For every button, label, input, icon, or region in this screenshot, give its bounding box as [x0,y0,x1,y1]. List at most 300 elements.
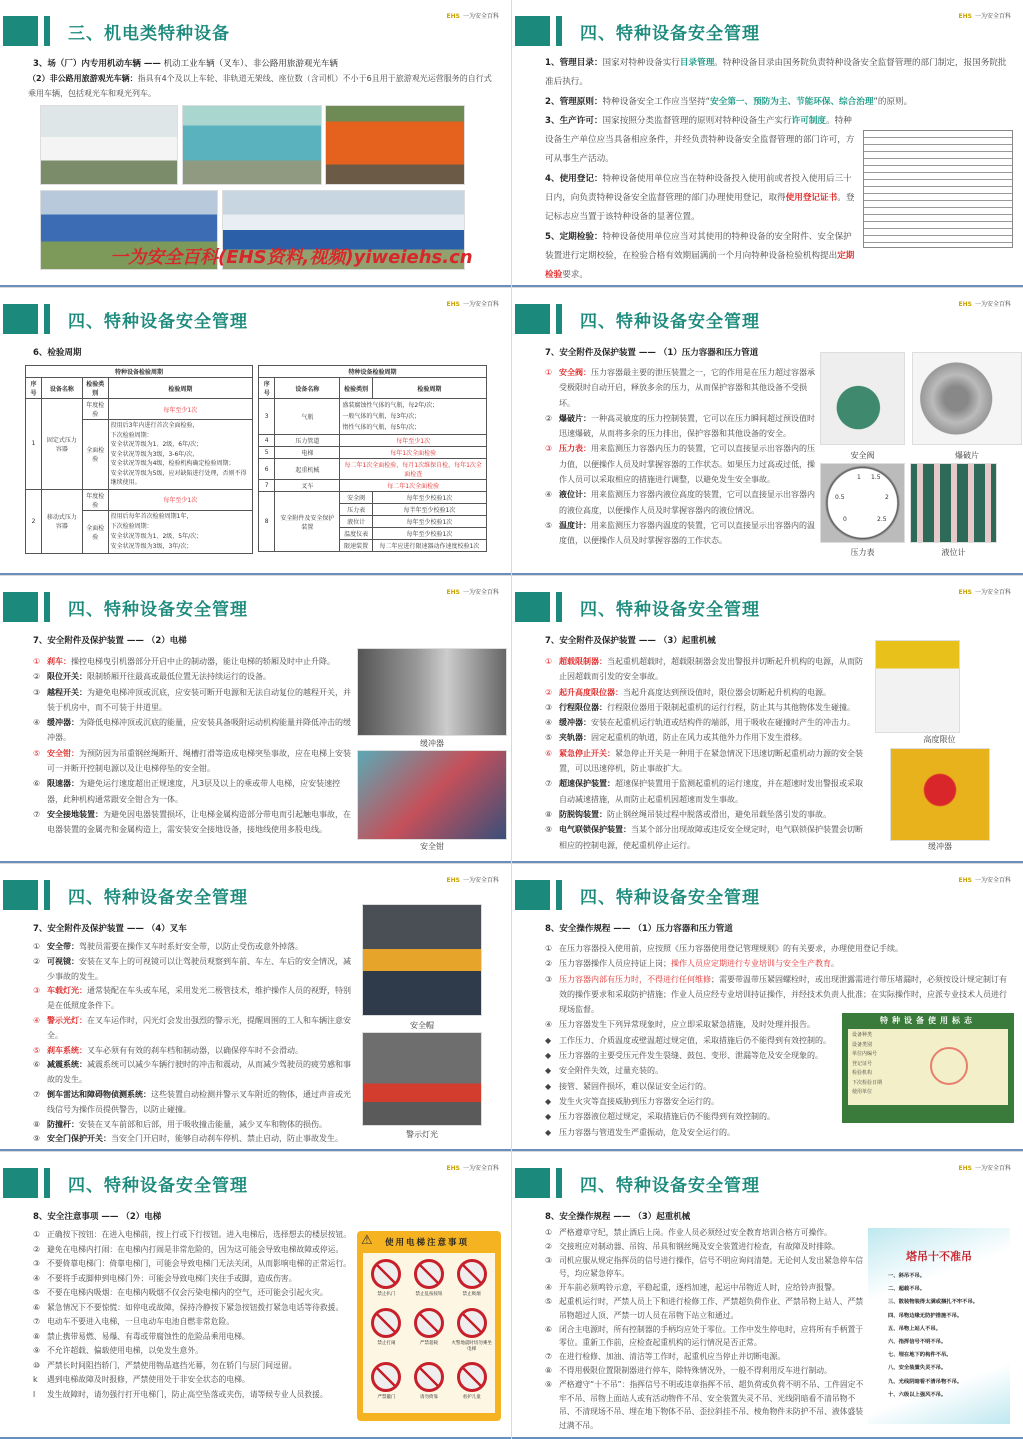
subtitle: 8、安全操作规程 —— （1）压力容器和压力管道 [545,924,733,934]
item-text: 通常装配在车头或车尾，采用发光二极管技术，维护操作人员的视野，特别是在低照度条件下。 [47,986,351,1011]
item-label: 行程限位器： [559,702,607,712]
item-number: ⑦ [545,1352,552,1362]
item-number: ③ [545,702,553,712]
management-item [545,93,1013,112]
item-number: ① [545,1228,552,1237]
item-text: 使用登记证书 [785,193,838,204]
sightseeing-car-white-image [40,105,178,185]
item-number: ① [545,368,553,377]
slide-title: 四、特种设备安全管理 [580,1176,760,1196]
item-text: 4、使用登记： [545,173,603,184]
device-item [545,700,870,715]
item-number: ⑥ [33,1060,41,1070]
management-list [545,54,1013,286]
item-text: 不要将手或脚伸到电梯门外：可能会导致电梯门夹住手或脚，造成伤害。 [47,1273,297,1283]
item-label: 电气联锁保护装置： [559,825,631,835]
sign-label: 严禁超载 [419,1340,438,1346]
procedure-item [545,1254,865,1282]
prohibition-sign-icon [365,1306,408,1361]
procedure-item [545,1094,1010,1109]
item-number: ⑧ [33,1331,40,1341]
certificate-field: 设备类别 [852,1041,873,1048]
item-text: 压力容器最主要的泄压装置之一，它的作用是在压力超过容器承受极限时自动开启，释放多余的压力，从而保护容器和其他设备不受损坏。 [559,368,815,408]
caption: 警示灯光 [406,1130,438,1139]
item-number: ③ [545,1255,552,1265]
procedure-item [545,1364,865,1378]
prohibition-sign-icon [450,1360,493,1409]
item-label: 刹车系统： [47,1045,87,1055]
logo: EHS 一为安全百科 [958,301,1011,308]
item-text: 许可制度 [791,115,827,126]
sign-label: 严禁撬门 [377,1395,396,1401]
header-bar [556,592,562,622]
slide-title: 四、特种设备安全管理 [68,1176,248,1196]
item-text: 不要倚靠电梯门：倚靠电梯门，可能会导致电梯门无法关闭，从而影响电梯的正常运行。 [47,1259,352,1268]
item-number: ◆ [545,1051,552,1061]
poster-rule: 八、安全装置失灵不吊。 [888,1365,947,1372]
precaution-item [33,1228,353,1243]
logo: EHS 一为安全百科 [446,1165,499,1172]
item-number: ⑨ [33,1346,40,1355]
subtitle: 7、安全附件及保护装置 —— （1）压力容器和压力管道 [545,348,759,358]
slide-2 [512,0,1023,287]
item-label: 液位计： [559,490,591,500]
device-item [545,654,870,685]
tower-crane-poster: 塔吊十不准吊 一、斜吊不吊。 二、超载不吊。 三、散装物装得太满或捆扎不牢不吊。 四、吊物边缘无防护措施不吊。 五、吊物上站人不吊。 六、指挥信号不明不吊。 七、埋在地下的构件不吊。 八、安全装置失灵不吊。 九、光线阴暗看不清吊物不吊。 十、六级以上强风不吊。 [868,1228,1010,1424]
item-text: 固定起重机的轨道，防止在风力或其他外力作用下发生滑移。 [591,733,807,743]
device-item [545,365,817,411]
procedure-item [545,1350,865,1364]
prohibition-sign-icon [365,1257,408,1306]
device-item [545,411,817,442]
item-number: ⑤ [545,733,553,743]
procedure-item [545,941,1010,956]
item-label: 安全钳： [47,748,79,758]
slide-title: 三、机电类特种设备 [68,24,230,44]
item-text: 为避免运行速度超出正规速度，凡3层及以上的乘或带人电梯，应安装速控器，此种机构通常跟安全钳合为一体。 [47,779,341,804]
table-line: 盛装腐蚀性气体的气瓶，每2年/次； [342,402,439,409]
safety-helmet-image [362,904,482,1016]
poster-rule: 九、光线阴暗看不清吊物不吊。 [888,1378,963,1385]
poster-rule: 七、埋在地下的构件不吊。 [888,1352,952,1359]
item-text: 用来监测压力容器内压力的装置，它可以直接显示出容器内的压力值，以便操作人员及时掌握容器的工作状态。如果压力过高或过低，操作人员可以采取相应的措施进行调整，以避免发生安全事故。 [559,444,815,485]
item-text: 不要在电梯内吸烟：在电梯内吸烟不仅会污染电梯内的空气，还可能会引起火灾。 [47,1288,328,1297]
header-bar [556,16,562,46]
item-text: 特种设备使用单位应当在特种设备投入使用前或者投入使用后三十日内，向负责特种设备安全监督管理的部门办理使用登记，取得 [545,173,852,204]
crane-buffer-image [890,748,990,841]
item-text: 闭合主电源时，所有控制器的手柄均应处于零位。工作中发生停电时，应将所有手柄置于零位。重新工作前，应检查起重机构的运行情况是否正常。 [559,1324,864,1348]
item-text: 在压力容器投入使用前，应按照《压力容器使用登记管理规则》的有关要求，办理使用登记手续。 [559,944,903,953]
poster-rule: 二、超载不吊。 [888,1286,926,1293]
slide-title: 四、特种设备安全管理 [580,600,760,620]
item-text: 紧急情况下不要惊慌：如停电或故障，保持冷静按下紧急按钮拨打紧急电话等待救援。 [47,1302,344,1312]
item-text: 压力容器与管道发生严重振动，危及安全运行的。 [559,1127,735,1137]
prohibition-sign-icon [450,1257,493,1306]
logo: EHS 一为安全百科 [446,589,499,596]
device-item [33,807,351,838]
item-number: ① [545,657,553,666]
header-bar [44,592,50,622]
procedure-item [545,956,1010,971]
item-text: 超速保护装置用于监测起重机的运行速度，并在超速时发出警报或采取自动减速措施，从而防止起重机因超速而发生事故。 [559,779,863,804]
header-block [3,16,38,46]
logo: EHS 一为安全百科 [958,877,1011,884]
table-line: 投用后3年内进行首次全面检验， [110,422,199,429]
item-text: 用来监测压力容器内温度的装置，它可以直接显示出容器内的温度值，以便操作人员及时掌握容器的工作状态。 [559,520,815,546]
item-label: 车载灯光： [47,986,87,996]
elevator-safety-sign: ⚠ 使用电梯注意事项 禁止扒门 禁止乱按按钮 禁止吸烟 禁止打闹 严禁超载 火警地震时切勿乘坐电梯 严禁撬门 请勿倚靠 看护儿童 [357,1231,501,1421]
item-number: ④ [545,490,553,500]
caption: 缓冲器 [928,842,952,851]
item-text: 一种高灵敏度的压力控制装置，它可以在压力瞬间超过预设值时迅速爆破，从而将多余的压力排出，保护容器和其他设备的安全。 [559,413,815,439]
item-text: 定期检验 [545,250,855,281]
item-number: ⑦ [545,779,553,789]
item-number: ③ [545,974,553,984]
device-item [33,685,351,716]
item-label: 夹轨器： [559,733,591,743]
table-line: 安全状况等级为3级，3-6年/次， [110,450,199,458]
item-number: ◆ [545,1035,552,1045]
precaution-item [33,1301,353,1316]
item-text: 遇到电梯故障及时报修，严禁使用处于非安全状态的电梯。 [47,1375,250,1384]
item-text: 压力容器发生下列异常现象时，应立即采取紧急措施，及时处理并报告。 [559,1020,815,1030]
item-text: 不得用极限位置限制器进行停车，除特殊情况外，一般不得利用反车进行制动。 [559,1365,832,1375]
item-label: 限速器： [47,779,79,789]
table-line: 一般气体的气瓶，每3年/次； [342,413,421,420]
item-label: 安全阀： [559,368,591,377]
certificate-field: 单位内编号 [852,1051,878,1057]
item-number: ⑤ [33,1045,41,1055]
device-item [33,1118,358,1133]
device-item [33,1132,358,1147]
item-number: ◆ [545,1127,552,1137]
device-item [33,669,351,684]
item-text: 司机应服从规定指挥员的信号进行操作，信号不明应询问清楚。无论何人发出紧急停车信号，均应紧急停车。 [559,1255,864,1279]
item-text: 交接班应对制动器、吊钩、吊具和钢丝绳及安全装置进行检查，有故障及时排除。 [559,1241,840,1251]
subtitle: 6、检验周期 [33,348,82,358]
header-bar [44,1168,50,1198]
procedure-item [545,1079,1010,1094]
item-text: 在进行检修、加油、清洁等工作时，起重机应当停止并切断电源。 [559,1352,786,1362]
item-text: 为避免电梯冲顶或沉底，应安装可断开电源和无法自动复位的越程开关，并装于机房中，而不可装于井道里。 [47,687,351,712]
item-text: 这些装置自动检测并警示叉车附近的物体，通过声音或光线信号为操作员提供警告，以防止碰撞。 [47,1089,351,1114]
item-number: ② [33,1244,40,1254]
rupture-disc-image [912,352,1022,445]
item-text: 安装在叉车上的可视镜可以让驾驶员观察到车前、车左、车后的安全情况，减少事故的发生。 [47,956,351,981]
pressure-gauge-image: 1 1.5 0.5 2 0 2.5 [820,463,905,543]
item-number: ⑨ [33,1134,41,1144]
safety-valve-image [820,352,905,445]
subtitle: 7、安全附件及保护装置 —— （2）电梯 [33,636,187,646]
device-item [545,746,870,777]
management-item [545,54,1013,93]
item-text: 2、管理原则： [545,96,603,107]
item-text: 严格遵守“十不吊”：指挥信号不明或违章指挥不吊、超负荷或负荷不明不吊、工件固定不牢不吊、吊物上面站人或有活动物件不吊、安全装置失灵不吊、光线阴暗看不清吊物不吊、不清现场不吊、埋在地下物体不吊、歪拉斜挂不吊、棱角物件未防护不吊、液体盛装过满不吊。 [559,1379,864,1431]
header-block [515,592,550,622]
item-number: ③ [33,986,41,996]
subtitle: 8、安全注意事项 —— （2）电梯 [33,1212,162,1222]
item-number: ④ [545,718,553,728]
item-label: 刹车： [47,657,71,666]
item-label: 限位开关： [47,672,87,682]
item-text: 当起升高度达到预设值时，限位器会切断起升机构的电源。 [623,687,831,697]
precaution-item [33,1373,353,1388]
table-line: 投用后每年首次检验周期1年， [110,512,193,520]
item-number: ④ [33,1273,40,1283]
certificate-field: 登记证号 [852,1060,873,1067]
item-text: 开车前必须鸣铃示意，平稳起重，逐档加速，起运中吊物近人时，应给铃声报警。 [559,1283,840,1293]
item-number: ⑥ [545,748,553,758]
header-block [3,1168,38,1198]
item-number: ⑤ [33,1288,40,1297]
slide-title: 四、特种设备安全管理 [68,888,248,908]
item-label: 缓冲器： [559,718,591,728]
header-block [3,592,38,622]
device-item [545,518,817,549]
item-number: ⑧ [545,809,553,819]
item-number: ◆ [545,1096,552,1106]
item-number: ② [545,687,553,697]
procedure-item [545,1109,1010,1124]
poster-rule: 十、六级以上强风不吊。 [888,1391,947,1398]
device-item [33,776,351,807]
precaution-item [33,1286,353,1301]
caption: 安全阀 [850,451,875,460]
item-number: ◆ [545,1112,552,1122]
device-item [545,715,870,730]
item-text: 驾驶员需要在操作叉车时系好安全带，以防止受伤或意外掉落。 [79,942,303,951]
item-text: 特种设备安全工作应当坚持“ [602,96,711,107]
procedure-item [545,1125,1010,1140]
table-line: 下次检验周期： [110,431,153,439]
device-item [33,715,351,746]
item-label: 压力表： [559,444,591,454]
caption: 爆破片 [955,451,979,460]
item-text: 紧急停止开关是一种用于在紧急情况下迅速切断起重机动力源的安全装置，可以迅速停机，防止事故扩大。 [559,748,863,774]
header-block [515,1168,550,1198]
item-text: 安全附件失效，过量充装的。 [559,1066,663,1076]
caption: 液位计 [941,548,966,557]
precaution-item [33,1344,353,1359]
poster-rule: 四、吊物边缘无防护措施不吊。 [888,1312,963,1319]
item-number: ② [545,959,553,969]
header-bar [556,304,562,334]
table-line: 安全状况等级为1、2级，6年/次； [110,441,203,448]
item-text: 行程限位器用于限制起重机的运行行程，防止其与其他物体发生碰撞。 [607,702,855,712]
item-text: 。特种设备目录由国务院负责特种设备安全监督管理的部门制定，报国务院批准后执行。 [545,58,1007,88]
header-block [3,304,38,334]
slide-8 [512,864,1023,1151]
caption: 缓冲器 [420,739,444,748]
device-item [545,730,870,745]
item-text: 操控电梯曳引机器部分开启中止的制动器，能让电梯的轿厢及时中止升降。 [71,657,335,666]
poster-rule: 五、吊物上站人不吊。 [888,1325,941,1332]
item-text: 在叉车运作时，闪光灯会发出强烈的警示光，提醒周围的工人和车辆注意安全。 [47,1015,351,1040]
item-number: ⑤ [545,1296,552,1306]
subtitle: 8、安全操作规程 —— （3）起重机械 [545,1212,691,1222]
item-number: ⑤ [545,520,553,530]
prohibition-sign-icon [450,1306,493,1361]
procedure-item [545,1240,865,1254]
item-text: 安装在叉车前部和后部，用于吸收撞击能量，减少叉车和物体的损伤。 [79,1119,327,1129]
precaution-item [33,1388,353,1403]
item-number: ② [545,413,553,423]
prohibition-sign-icon [365,1360,408,1409]
sign-label: 请勿倚靠 [419,1395,438,1401]
item-text: 严禁长时间阻挡轿门，严禁使用物品遮挡光幕，勿在轿门与层门间逗留。 [47,1360,297,1370]
item-number: ⑥ [33,1302,40,1312]
slide-6 [512,576,1023,863]
item-number: ④ [33,1015,41,1025]
slide-title: 四、特种设备安全管理 [580,24,760,44]
table-line: 安全状况等级为3级，3年/次； [110,542,193,550]
item-text: 用来监测压力容器内液位高度的装置，它可以直接显示出容器内的液位高度，以便操作人员及时掌握容器内的液位情况。 [559,490,815,515]
precaution-item [33,1330,353,1345]
watermark: 一为安全百科(EHS资料,视频)yiweiehs.cn [110,247,473,268]
item-label: 倒车雷达和障碍物侦测系统： [47,1089,151,1099]
item-number: ② [545,1241,552,1251]
item-label: 超速保护装置： [559,779,615,789]
item-text: 要求。 [562,270,588,281]
prohibition-sign-icon [408,1306,451,1361]
buffer-image [357,648,507,736]
device-item [33,1088,358,1118]
device-item [33,746,351,777]
slide-title: 四、特种设备安全管理 [68,600,248,620]
caption: 压力表 [850,548,875,557]
logo: EHS 一为安全百科 [446,13,499,20]
slide-10 [512,1152,1023,1439]
item-number: ③ [33,687,41,697]
slide-5 [0,576,511,863]
device-item [33,984,358,1014]
procedure-item [545,1063,1010,1078]
sightseeing-car-orange-image [325,105,465,185]
item-text: 当起重机超载时，超载限制器会发出警报并切断起升机构的电源，从而防止因超载而引发的安全事故。 [559,657,863,682]
item-text: 发生火灾等直接威胁到压力容器安全运行的。 [559,1096,719,1106]
sign-label: 看护儿童 [462,1395,481,1401]
logo: EHS 一为安全百科 [958,1165,1011,1172]
header-block [515,880,550,910]
precaution-item [33,1315,353,1330]
logo: EHS 一为安全百科 [446,877,499,884]
precaution-item [33,1257,353,1272]
item-number: ⑥ [545,1324,552,1334]
device-item [33,654,351,669]
item-number: ④ [33,718,41,728]
item-text: 国家对特种设备实行 [602,58,680,68]
item-number: ⑦ [33,809,41,819]
inspection-table-1: 特种设备检验周期 序号 设备名称 检验类别 检验周期 1 固定式压力容器 年度检验 每年至少1次 全面检验 投用后3年内进行首次全面检验， 下次检验周期： 安全状况等级为1、2级，6年/次； 安全状况等级为3级，3-6年/次， 安全状况等级为4级，检验机构确定检验周期； 安全状况等级为5级，应对缺陷进行处理，否则不得继续使用。 2 移动式压力容器 年度检验 每年至少1次 全面检验 投用后每年首次检验周期1年， 下次检验周期： 安全状况等级为1、2级，5年/次； 安全状况等级为3级，3年/次； [25,365,253,554]
poster-rule: 六、指挥信号不明不吊。 [888,1339,947,1346]
subtitle: 7、安全附件及保护装置 —— （3）起重机械 [545,636,716,646]
caption: 安全帽 [410,1021,434,1030]
item-number: ◆ [545,1081,552,1091]
item-text: 防止钢丝绳吊装过程中脱落或滑出，避免吊载坠落引发的事故。 [607,809,831,819]
prohibition-sign-icon [408,1360,451,1409]
height-limiter-image [875,640,960,733]
item-text: 操作人员应定期进行专业培训与安全生产教育 [671,959,831,969]
item-label: 超载限制器： [559,657,607,666]
slide-title: 四、特种设备安全管理 [580,312,760,332]
device-item [545,776,870,807]
item-text: 3、生产许可： [545,115,603,126]
header-bar [44,304,50,334]
subtitle: 7、安全附件及保护装置 —— （4）叉车 [33,924,187,934]
certificate-field: 使用单位 [852,1089,873,1095]
item-number: ③ [545,444,553,454]
item-number: ⑦ [33,1317,40,1326]
item-text: 。 [831,959,839,969]
procedure-item [545,1281,865,1295]
slide-7 [0,864,511,1151]
item-number: ① [33,942,41,951]
caption: 高度限位 [923,735,956,744]
item-number: ⑩ [33,1360,40,1370]
item-number: ① [33,1230,40,1239]
procedure-item [545,1048,1010,1063]
slide-3 [0,288,511,575]
logo: EHS 一为安全百科 [446,301,499,308]
item-number: ◆ [545,1066,552,1076]
item-label: 安全门保护开关： [47,1134,111,1144]
poster-rule: 一、斜吊不吊。 [888,1273,926,1279]
item-number: ⑤ [33,748,41,758]
sign-label: 禁止吸烟 [462,1292,481,1297]
device-item [545,441,817,487]
header-block [515,304,550,334]
header-bar [556,880,562,910]
equipment-catalog-table-image [863,130,1013,248]
header-bar [556,1168,562,1198]
item-number: ⑧ [33,1119,41,1129]
logo: EHS 一为安全百科 [958,589,1011,596]
header-block [3,880,38,910]
item-label: 安全接地装置： [47,809,103,819]
item-label: 爆破片： [559,413,591,423]
certificate-field: 检验机构 [852,1070,873,1076]
procedure-item [545,1017,1010,1032]
item-text: 正确按下按钮：在进入电梯前，按上行或下行按钮。进入电梯后，选择想去的楼层按钮。 [47,1230,352,1239]
precaution-item [33,1359,353,1374]
item-text: 压力容器操作人员应持证上岗； [559,959,671,969]
item-text: 限制轿厢开往最高或最低位置无法持续运行的设备。 [87,672,271,682]
item-text: 压力容器的主要受压元件发生裂缝、鼓包、变形、泄漏等危及安全现象的。 [559,1051,823,1061]
item-number: ④ [545,1283,552,1293]
item-text: ；需要带温带压紧固螺栓时，或出现泄露需进行带压堵漏时，必须按设计规定制订有效的操作要求和采取防护措施；作业人员应经专业培训持证操作，并经技术负责人批准；在实际操作时，应派专业技术人员进行现场监督。 [559,974,1007,1015]
header-block [515,16,550,46]
item-number: ⑥ [33,779,41,789]
slide-9 [0,1152,511,1439]
procedure-item [545,1226,865,1240]
item-text: 工作压力、介质温度或壁温超过规定值，采取措施后仍不能得到有效控制的。 [559,1035,831,1045]
item-label: 起升高度限位器： [559,687,623,697]
item-text: 当某个部分出现故障或违反安全规定时，电气联锁保护装置会切断相应的控制电源，使起重机停止运行。 [559,825,863,850]
header-bar [44,880,50,910]
procedure-item [545,1323,865,1351]
item-text: 当安全门开启时，能够自动刹车停机、禁止启动，防止事故发生。 [111,1134,343,1144]
subtitle: 3、场（厂）内专用机动车辆 —— 机动工业车辆（叉车）、非公路用旅游观光车辆 [33,59,338,69]
procedure-item [545,1378,865,1433]
item-text: 1、管理目录： [545,58,603,68]
device-item [33,955,358,985]
device-item [545,807,870,822]
item-text: 。特种设备生产单位应当具备相应条件，并经负责特种设备安全监督管理的部门许可，方可从事生产活动。 [545,115,855,165]
item-label: 减震系统： [47,1060,87,1070]
certificate-field: 下次检验日期 [852,1079,883,1086]
caption: 安全钳 [420,842,444,851]
poster-rule: 三、散装物装得太满或捆扎不牢不吊。 [888,1299,979,1306]
